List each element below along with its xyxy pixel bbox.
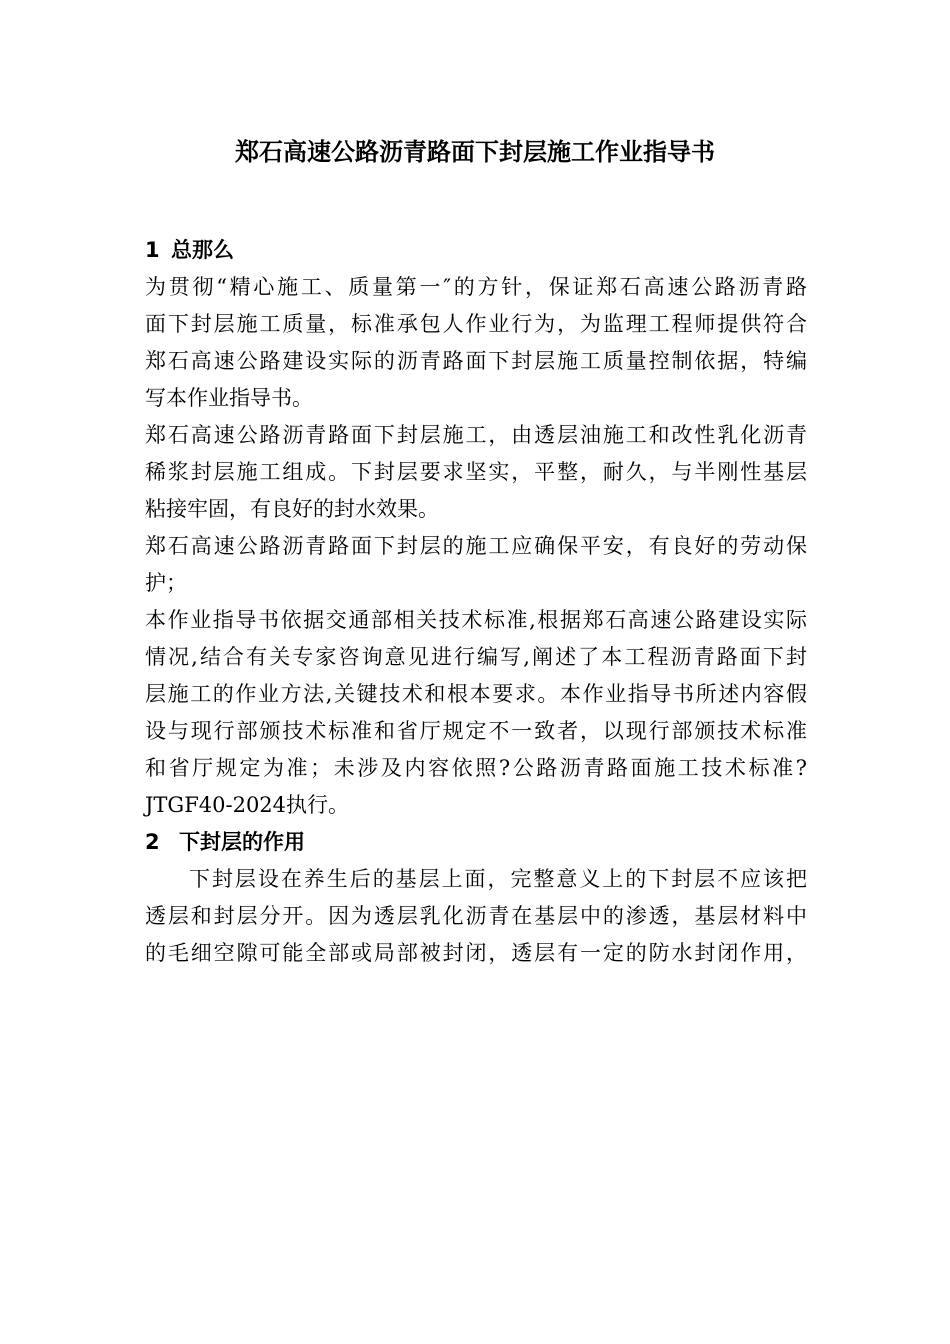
text-line: 下封层设在养生后的基层上面，完整意义上的下封层不应该把	[189, 867, 807, 891]
text-line: 层施工的作业方法,关键技术和根本要求。本作业指导书所述内容假	[145, 682, 807, 706]
text-line: 本作业指导书依据交通部相关技术标准,根据郑石高速公路建设实际	[145, 608, 807, 632]
paragraph-safety	[145, 528, 807, 602]
document-body	[145, 232, 807, 972]
section-title: 下封层的作用	[179, 830, 305, 854]
text-line: 郑石高速公路沥青路面下封层施工，由透层油施工和改性乳化沥青	[145, 423, 807, 447]
text-line: 郑石高速公路建设实际的沥青路面下封层施工质量控制依据，特编	[145, 349, 807, 373]
section-heading-2	[145, 824, 807, 861]
text-line: 为贯彻“精心施工、质量第一″的方针，保证郑石高速公路沥青路	[145, 275, 807, 299]
text-line: 透层和封层分开。因为透层乳化沥青在基层中的渗透，基层材料中	[145, 904, 807, 928]
text-line: 情况,结合有关专家咨询意见进行编写,阐述了本工程沥青路面下封	[145, 645, 807, 669]
text-line: 设与现行部颁技术标准和省厅规定不一致者，以现行部颁技术标准	[145, 719, 807, 743]
section-title: 总那么	[171, 238, 234, 262]
text-line: 粘接牢固，有良好的封水效果。	[145, 497, 439, 521]
section-number: 1	[145, 238, 160, 262]
text-line: 护；	[145, 571, 187, 595]
text-line: 面下封层施工质量，标准承包人作业行为，为监理工程师提供符合	[145, 312, 807, 336]
text-line: 稀浆封层施工组成。下封层要求坚实，平整，耐久，与半刚性基层	[145, 460, 807, 484]
text-line: JTGF40-2024执行。	[145, 793, 350, 817]
paragraph-composition	[145, 417, 807, 528]
text-line: 郑石高速公路沥青路面下封层的施工应确保平安，有良好的劳动保	[145, 534, 807, 558]
text-line: 写本作业指导书。	[145, 386, 313, 410]
text-line: 的毛细空隙可能全部或局部被封闭，透层有一定的防水封闭作用，	[145, 941, 807, 965]
paragraph-purpose	[145, 269, 807, 417]
text-line: 和省厅规定为准；未涉及内容依照?公路沥青路面施工技术标准?	[145, 756, 807, 780]
section-heading-1	[145, 232, 807, 269]
paragraph-standards	[145, 602, 807, 824]
document-title: 郑石高速公路沥青路面下封层施工作业指导书	[235, 138, 715, 166]
paragraph-function	[145, 861, 807, 972]
section-number: 2	[145, 830, 160, 854]
